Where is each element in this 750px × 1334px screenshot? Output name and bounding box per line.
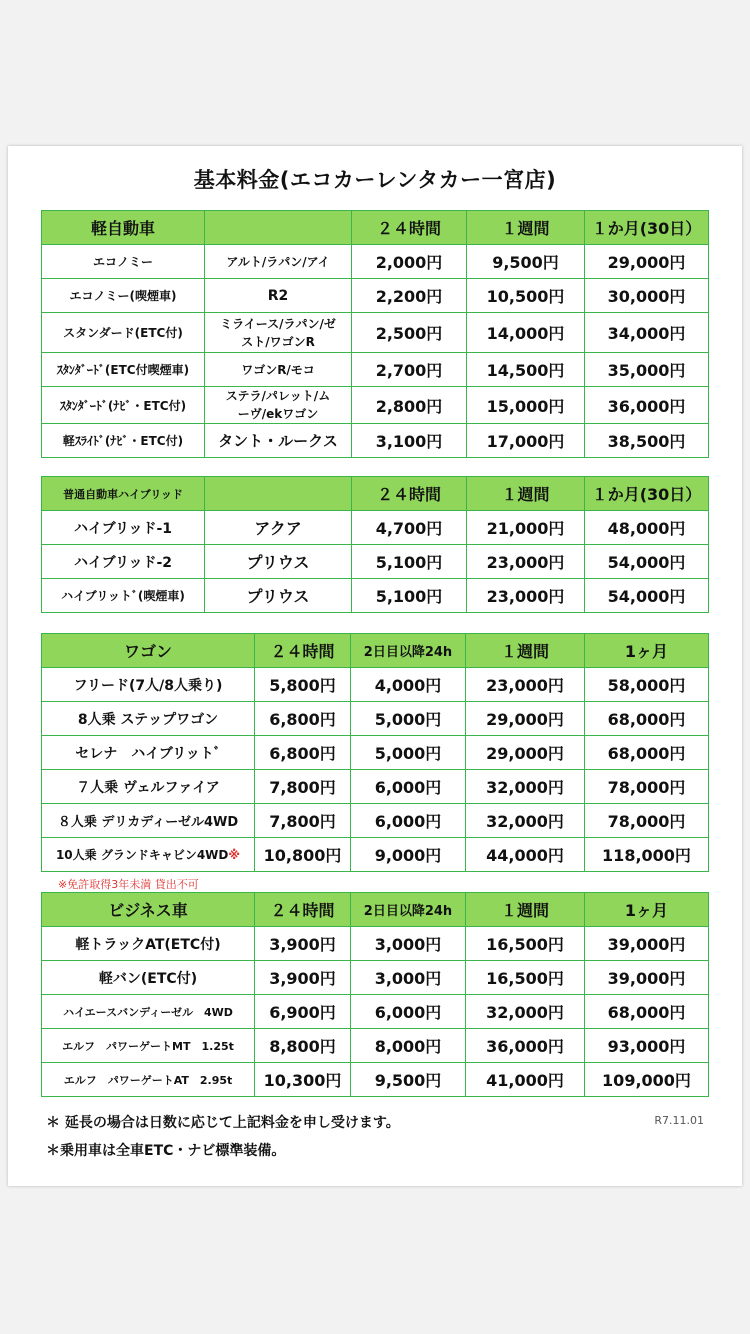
class-name: エコノミー <box>42 245 205 279</box>
price-24h: 3,100円 <box>352 424 467 458</box>
class-name: エルフ パワーゲートMT 1.25t <box>42 1029 255 1063</box>
price-24h: 8,800円 <box>255 1029 351 1063</box>
price-24h: 5,800円 <box>255 668 351 702</box>
header-week: １週間 <box>467 477 585 511</box>
price-month: 78,000円 <box>585 770 709 804</box>
price-month: 30,000円 <box>585 279 709 313</box>
price-month: 29,000円 <box>585 245 709 279</box>
price-24h: 7,800円 <box>255 804 351 838</box>
price-24h: 2,700円 <box>352 353 467 387</box>
table-row <box>42 579 709 613</box>
rate-sheet <box>8 146 742 1186</box>
price-after: 3,000円 <box>351 961 466 995</box>
header-month: １か月(30日） <box>585 211 709 245</box>
model-name: ミライース/ラパン/ゼスト/ワゴンR <box>205 313 352 353</box>
footer-note-extension: ＊ 延長の場合は日数に応じて上記料金を申し受けます。 <box>46 1115 400 1131</box>
price-month: 54,000円 <box>585 545 709 579</box>
version-label: R7.11.01 <box>654 1114 704 1127</box>
price-month: 109,000円 <box>585 1063 709 1097</box>
price-week: 9,500円 <box>467 245 585 279</box>
price-week: 32,000円 <box>466 770 585 804</box>
price-24h: 5,100円 <box>352 545 467 579</box>
class-name: ハイブリッド-1 <box>42 511 205 545</box>
model-name: アクア <box>205 511 352 545</box>
header-24h: ２４時間 <box>255 634 351 668</box>
header-week: １週間 <box>467 211 585 245</box>
price-month: 36,000円 <box>585 387 709 424</box>
price-week: 32,000円 <box>466 995 585 1029</box>
class-name: ７人乗 ヴェルファイア <box>42 770 255 804</box>
table-row <box>42 736 709 770</box>
table-row <box>42 511 709 545</box>
price-after: 6,000円 <box>351 770 466 804</box>
table-row <box>42 424 709 458</box>
table-row <box>42 245 709 279</box>
class-name: 8人乗 ステップワゴン <box>42 702 255 736</box>
price-24h: 10,300円 <box>255 1063 351 1097</box>
table-row <box>42 1063 709 1097</box>
header-after-24h: 2日目以降24h <box>351 893 466 927</box>
price-week: 23,000円 <box>467 545 585 579</box>
price-month: 39,000円 <box>585 961 709 995</box>
price-month: 68,000円 <box>585 702 709 736</box>
page-title: 基本料金(エコカーレンタカー一宮店) <box>193 168 557 192</box>
class-name: エルフ パワーゲートAT 2.95t <box>42 1063 255 1097</box>
table-header-row <box>42 634 709 668</box>
price-month: 48,000円 <box>585 511 709 545</box>
price-month: 68,000円 <box>585 995 709 1029</box>
price-week: 16,500円 <box>466 961 585 995</box>
price-week: 29,000円 <box>466 736 585 770</box>
model-name: ステラ/パレット/ムーヴ/ekワゴン <box>205 387 352 424</box>
license-note-mark: ※ <box>228 848 241 862</box>
price-24h: 6,900円 <box>255 995 351 1029</box>
price-after: 3,000円 <box>351 927 466 961</box>
table-row <box>42 353 709 387</box>
table-header-row <box>42 211 709 245</box>
price-after: 4,000円 <box>351 668 466 702</box>
wagon-table <box>41 633 709 872</box>
price-week: 16,500円 <box>466 927 585 961</box>
price-24h: 6,800円 <box>255 702 351 736</box>
header-category: 軽自動車 <box>42 211 205 245</box>
price-after: 9,000円 <box>351 838 466 872</box>
class-name: エコノミー(喫煙車) <box>42 279 205 313</box>
price-24h: 3,900円 <box>255 927 351 961</box>
table-row <box>42 668 709 702</box>
price-24h: 4,700円 <box>352 511 467 545</box>
header-month: 1ヶ月 <box>585 634 709 668</box>
header-24h: ２４時間 <box>352 211 467 245</box>
price-24h: 6,800円 <box>255 736 351 770</box>
class-name <box>42 838 255 872</box>
class-name: スタンダード(ETC付) <box>42 313 205 353</box>
price-after: 6,000円 <box>351 804 466 838</box>
class-name: ハイエースバンディーゼル 4WD <box>42 995 255 1029</box>
price-week: 36,000円 <box>466 1029 585 1063</box>
hybrid-table <box>41 476 709 613</box>
price-week: 44,000円 <box>466 838 585 872</box>
class-name: ハイブリッド-2 <box>42 545 205 579</box>
header-month: １か月(30日） <box>585 477 709 511</box>
price-month: 58,000円 <box>585 668 709 702</box>
class-name: ハイブリットﾞ(喫煙車) <box>42 579 205 613</box>
price-24h: 2,000円 <box>352 245 467 279</box>
price-week: 14,000円 <box>467 313 585 353</box>
price-week: 29,000円 <box>466 702 585 736</box>
price-24h: 10,800円 <box>255 838 351 872</box>
table-row <box>42 770 709 804</box>
price-after: 5,000円 <box>351 736 466 770</box>
price-24h: 2,200円 <box>352 279 467 313</box>
price-after: 8,000円 <box>351 1029 466 1063</box>
table-header-row <box>42 477 709 511</box>
header-model <box>205 477 352 511</box>
table-row <box>42 804 709 838</box>
table-row <box>42 961 709 995</box>
price-month: 68,000円 <box>585 736 709 770</box>
price-month: 35,000円 <box>585 353 709 387</box>
class-name: 軽ｽﾗｲﾄﾞ(ﾅﾋﾞ・ETC付) <box>42 424 205 458</box>
table-row <box>42 387 709 424</box>
header-after-24h: 2日目以降24h <box>351 634 466 668</box>
price-24h: 2,500円 <box>352 313 467 353</box>
price-week: 23,000円 <box>466 668 585 702</box>
model-name: タント・ルークス <box>205 424 352 458</box>
price-24h: 3,900円 <box>255 961 351 995</box>
price-after: 5,000円 <box>351 702 466 736</box>
price-week: 17,000円 <box>467 424 585 458</box>
table-row <box>42 313 709 353</box>
header-category: 普通自動車ハイブリッド <box>42 477 205 511</box>
price-week: 21,000円 <box>467 511 585 545</box>
header-category: ワゴン <box>42 634 255 668</box>
price-week: 23,000円 <box>467 579 585 613</box>
class-name-text: 10人乗 グランドキャビン4WD <box>55 848 229 862</box>
header-model <box>205 211 352 245</box>
price-24h: 5,100円 <box>352 579 467 613</box>
class-name: ｽﾀﾝﾀﾞｰﾄﾞ(ﾅﾋﾞ・ETC付) <box>42 387 205 424</box>
price-month: 78,000円 <box>585 804 709 838</box>
table-row <box>42 545 709 579</box>
kei-table <box>41 210 709 458</box>
price-month: 93,000円 <box>585 1029 709 1063</box>
price-month: 39,000円 <box>585 927 709 961</box>
price-week: 15,000円 <box>467 387 585 424</box>
header-week: １週間 <box>466 634 585 668</box>
price-week: 32,000円 <box>466 804 585 838</box>
table-row <box>42 927 709 961</box>
price-24h: 2,800円 <box>352 387 467 424</box>
model-name: アルト/ラパン/アイ <box>205 245 352 279</box>
header-week: １週間 <box>466 893 585 927</box>
model-name: R2 <box>205 279 352 313</box>
header-24h: ２４時間 <box>352 477 467 511</box>
footer-note-equipment: ＊乗用車は全車ETC・ナビ標準装備。 <box>46 1143 286 1159</box>
class-name: フリード(7人/8人乗り) <box>42 668 255 702</box>
class-name: セレナ ハイブリットﾞ <box>42 736 255 770</box>
business-table <box>41 892 709 1097</box>
class-name: 軽トラックAT(ETC付) <box>42 927 255 961</box>
price-month: 54,000円 <box>585 579 709 613</box>
class-name: 軽バン(ETC付) <box>42 961 255 995</box>
table-row <box>42 1029 709 1063</box>
header-24h: ２４時間 <box>255 893 351 927</box>
price-after: 6,000円 <box>351 995 466 1029</box>
license-note: ※免許取得3年未満 貸出不可 <box>58 878 199 891</box>
model-name: プリウス <box>205 579 352 613</box>
table-row <box>42 838 709 872</box>
header-month: 1ヶ月 <box>585 893 709 927</box>
price-week: 14,500円 <box>467 353 585 387</box>
price-month: 34,000円 <box>585 313 709 353</box>
table-row <box>42 702 709 736</box>
price-month: 38,500円 <box>585 424 709 458</box>
price-24h: 7,800円 <box>255 770 351 804</box>
class-name: ８人乗 デリカディーゼル4WD <box>42 804 255 838</box>
price-month: 118,000円 <box>585 838 709 872</box>
price-after: 9,500円 <box>351 1063 466 1097</box>
table-header-row <box>42 893 709 927</box>
price-week: 41,000円 <box>466 1063 585 1097</box>
table-row <box>42 279 709 313</box>
price-week: 10,500円 <box>467 279 585 313</box>
class-name: ｽﾀﾝﾀﾞｰﾄﾞ(ETC付喫煙車) <box>42 353 205 387</box>
model-name: プリウス <box>205 545 352 579</box>
header-category: ビジネス車 <box>42 893 255 927</box>
model-name: ワゴンR/モコ <box>205 353 352 387</box>
table-row <box>42 995 709 1029</box>
